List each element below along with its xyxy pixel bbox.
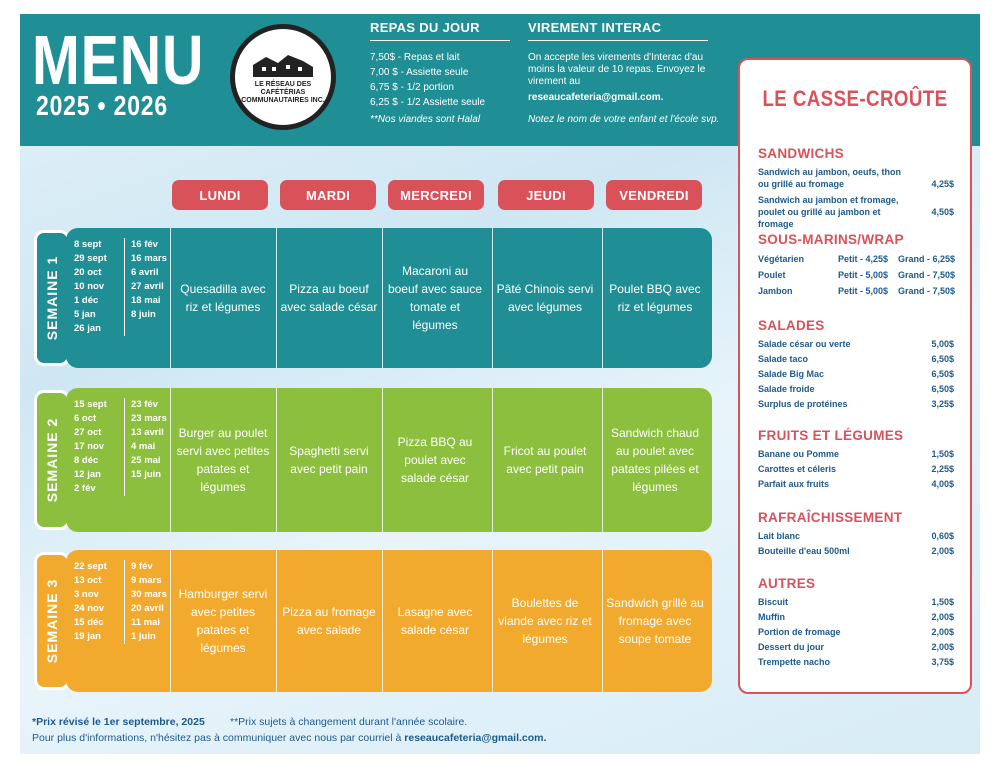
item-price-petit: Petit - 5,00$ [838,270,889,280]
week-3-row [66,550,712,692]
item-name: Carottes et céleris [758,464,837,474]
contact-note [32,732,546,744]
section-title: SALADES [758,318,825,333]
date: 16 mars [131,253,167,264]
meal-mardi: Pizza au fromage avec salade [282,605,376,637]
menu-item [758,448,954,460]
item-price: 2,25$ [931,464,954,474]
item-name: Muffin [758,612,785,622]
date: 1 juin [131,631,156,642]
menu-item [758,463,954,475]
section-title: SANDWICHS [758,146,844,161]
item-name: Salade Big Mac [758,369,825,379]
item-name: Jambon [758,286,793,296]
date: 27 oct [74,427,102,438]
item-name: Trempette nacho [758,657,831,667]
dates-column [74,560,124,644]
interac-title: VIREMENT INTERAC [528,20,662,35]
menu-title: MENU [32,21,205,99]
contact-text: Pour plus d'informations, n'hésitez pas à communiquer avec nous par courriel à [32,732,402,744]
item-price: 2,00$ [931,612,954,622]
menu-item [758,353,954,365]
dates-column [124,398,174,496]
section-title: RAFRAÎCHISSEMENT [758,510,903,525]
day-header-vendredi: VENDREDI [606,180,702,210]
dates-column [124,560,174,644]
menu-item [758,641,954,653]
meal-mardi: Spaghetti servi avec petit pain [289,444,369,476]
week-1-tab [34,230,70,366]
item-name: Salade taco [758,354,809,364]
item-name: Lait blanc [758,531,801,541]
meal-jeudi: Pâté Chinois servi avec légumes [496,282,594,314]
menu-item [758,478,954,490]
date: 15 déc [74,617,104,628]
week-1-row [66,228,712,368]
date: 18 mai [131,295,161,306]
date: 30 mars [131,589,167,600]
meal-jeudi: Fricot au poulet avec petit pain [503,444,587,476]
date: 3 nov [74,589,99,600]
item-price: 6,50$ [931,354,954,364]
item-price-petit: Petit - 5,00$ [838,286,889,296]
week-label: SEMAINE 1 [44,255,60,341]
date: 15 sept [74,399,107,410]
date: 19 jan [74,631,101,642]
section-title: AUTRES [758,576,816,591]
date: 20 avril [131,603,164,614]
menu-item [758,398,954,410]
meal-jeudi: Boulettes de viande avec riz et légumes [498,596,592,646]
meal-mercredi: Pizza BBQ au poulet avec salade césar [397,435,473,485]
menu-item [758,368,954,380]
item-price-grand: Grand - 7,50$ [898,286,956,296]
item-name: Sandwich au jambon, oeufs, thon ou grillé au fromage [758,167,902,189]
divider [528,40,708,41]
date: 8 déc [74,455,99,466]
logo-text: LE RÉSEAU DES CAFÉTÉRIAS COMMUNAUTAIRES INC. [241,81,325,104]
meal-mercredi: Macaroni au boeuf avec sauce tomate et légumes [387,264,483,332]
casse-croute-panel [738,58,972,694]
meal-lundi: Hamburger servi avec petites patates et légumes [178,587,268,655]
date: 9 fév [131,561,153,572]
panel-title: LE CASSE-CROÛTE [762,86,948,111]
item-price: 1,50$ [931,597,954,607]
meal-vendredi: Sandwich grillé au fromage avec soupe tomate [606,596,704,646]
day-header-jeudi: JEUDI [498,180,594,210]
menu-sheet [20,14,980,754]
date: 13 oct [74,575,102,586]
repas-line: 7,00 $ - Assiette seule [370,67,469,78]
menu-item [758,656,954,668]
section-title: SOUS-MARINS/WRAP [758,232,904,247]
date: 12 jan [74,469,101,480]
meal-lundi: Burger au poulet servi avec petites patates et légumes [176,426,270,494]
date: 6 oct [74,413,97,424]
item-price: 2,00$ [931,546,954,556]
item-name: Banane ou Pomme [758,449,840,459]
interac-note: Notez le nom de votre enfant et l'école svp. [528,114,720,125]
day-header-lundi: LUNDI [172,180,268,210]
meal-mardi: Pizza au boeuf avec salade césar [280,282,378,314]
repas-line: 6,25 $ - 1/2 Assiette seule [370,97,486,108]
repas-title: REPAS DU JOUR [370,20,480,35]
date: 27 avril [131,281,164,292]
date: 15 juin [131,469,162,480]
date: 5 jan [74,309,96,320]
repas-line: 7,50$ - Repas et lait [370,52,460,63]
date: 9 mars [131,575,162,586]
item-name: Parfait aux fruits [758,479,830,489]
dates-column [74,238,124,336]
item-name: Salade froide [758,384,815,394]
item-price-grand: Grand - 6,25$ [898,254,956,264]
item-name: Salade césar ou verte [758,339,851,349]
item-price: 4,00$ [931,479,954,489]
meal-vendredi: Sandwich chaud au poulet avec patates pilées et légumes [610,426,700,494]
item-price: 6,50$ [931,384,954,394]
item-price: 5,00$ [931,339,954,349]
week-label: SEMAINE 2 [44,417,60,503]
date: 6 avril [131,267,159,278]
date: 2 fév [74,483,96,494]
menu-item [758,166,954,190]
date: 23 mars [131,413,167,424]
date: 8 juin [131,309,156,320]
date: 8 sept [74,239,102,250]
date: 23 fév [131,399,158,410]
item-price-petit: Petit - 4,25$ [838,254,889,264]
dates-column [124,238,174,336]
date: 4 mai [131,441,156,452]
week-dates [74,238,176,336]
repas-line: 6,75 $ - 1/2 portion [370,82,454,93]
date: 11 mai [131,617,161,628]
divider [370,40,510,41]
menu-item [758,611,954,623]
section-title: FRUITS ET LÉGUMES [758,428,904,443]
week-2-tab [34,390,70,530]
interac-email: reseaucafeteria@gmail.com. [528,92,664,103]
item-name: Biscuit [758,597,789,607]
item-name: Végétarien [758,254,805,264]
day-header-mercredi: MERCREDI [388,180,484,210]
price-change-note: **Prix sujets à changement durant l'année scolaire. [230,716,468,728]
item-price: 2,00$ [931,627,954,637]
meal-vendredi: Poulet BBQ avec riz et légumes [609,282,701,314]
interac-text: On accepte les virements d'Interac d'au moins la valeur de 10 repas. Envoyez le virement au [528,52,706,87]
item-price: 1,50$ [931,449,954,459]
week-label: SEMAINE 3 [44,578,60,664]
meal-lundi: Quesadilla avec riz et légumes [180,282,266,314]
day-header-mardi: MARDI [280,180,376,210]
date: 20 oct [74,267,102,278]
school-year: 2025 • 2026 [36,90,168,121]
menu-item [758,545,954,557]
item-name: Poulet [758,270,786,280]
week-2-row [66,388,712,532]
date: 17 nov [74,441,105,452]
week-dates [74,398,176,496]
contact-email[interactable]: reseaucafeteria@gmail.com. [404,732,547,744]
item-price: 4,25$ [931,179,954,189]
item-price: 2,00$ [931,642,954,652]
menu-item [758,383,954,395]
dates-column [74,398,124,496]
meal-mercredi: Lasagne avec salade césar [397,605,473,637]
item-name: Surplus de protéines [758,399,848,409]
date: 26 jan [74,323,101,334]
price-revision-note: *Prix révisé le 1er septembre, 2025 [32,716,205,728]
date: 1 déc [74,295,99,306]
date: 13 avril [131,427,164,438]
item-price: 4,50$ [931,207,954,217]
item-price: 3,75$ [931,657,954,667]
building-icon [248,49,318,79]
date: 22 sept [74,561,107,572]
item-name: Bouteille d'eau 500ml [758,546,850,556]
item-price: 6,50$ [931,369,954,379]
item-price: 3,25$ [931,399,954,409]
date: 16 fév [131,239,158,250]
date: 25 mai [131,455,161,466]
week-dates [74,560,176,644]
menu-item [758,596,954,608]
date: 29 sept [74,253,107,264]
item-name: Portion de fromage [758,627,841,637]
item-price-grand: Grand - 7,50$ [898,270,956,280]
date: 10 nov [74,281,105,292]
week-3-tab [34,552,70,690]
organization-logo [230,24,336,130]
item-price: 0,60$ [931,531,954,541]
date: 24 nov [74,603,105,614]
halal-note: **Nos viandes sont Halal [370,114,481,125]
menu-item [758,194,954,230]
menu-item [758,530,954,542]
menu-item [758,626,954,638]
menu-item [758,338,954,350]
item-name: Dessert du jour [758,642,825,652]
item-name: Sandwich au jambon et fromage, poulet ou grillé au jambon et fromage [758,195,899,229]
